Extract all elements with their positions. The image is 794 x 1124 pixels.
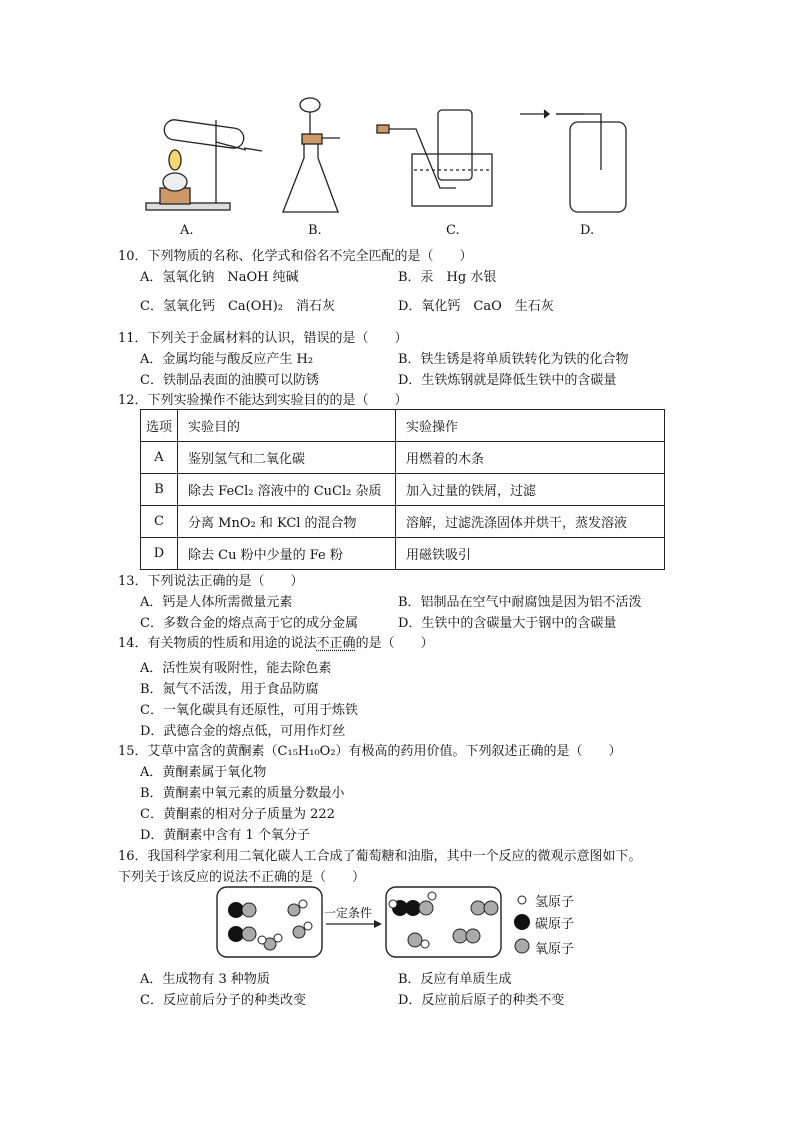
q10-option-c: C．氢氧化钙 Ca(OH)₂ 消石灰 <box>140 299 335 314</box>
apparatus-b-figure <box>283 98 340 212</box>
reaction-arrow-label: 一定条件 <box>324 906 373 920</box>
q15-option-c: C．黄酮素的相对分子质量为 222 <box>140 807 335 822</box>
q13-option-b: B．铝制品在空气中耐腐蚀是因为铝不活泼 <box>398 595 642 610</box>
legend-hydrogen-label: 氢原子 <box>535 895 575 910</box>
q11-option-c: C．铁制品表面的油膜可以防锈 <box>140 373 319 388</box>
q16-stem-line1: 16．我国科学家利用二氧化碳人工合成了葡萄糖和油脂，其中一个反应的微观示意图如下。 <box>118 849 642 864</box>
q14-option-b: B．氮气不活泼，用于食品防腐 <box>140 682 319 697</box>
row-purpose: 除去 Cu 粉中少量的 Fe 粉 <box>178 538 396 570</box>
q15-option-d: D．黄酮素中含有 1 个氧分子 <box>140 828 310 843</box>
apparatus-label-c: C. <box>446 223 460 238</box>
q10-stem: 10．下列物质的名称、化学式和俗名不完全匹配的是（ ） <box>118 249 473 264</box>
row-option: D <box>141 538 178 570</box>
legend-oxygen-label: 氧原子 <box>535 942 575 957</box>
q14-option-d: D．武德合金的熔点低，可用作灯丝 <box>140 724 346 739</box>
table-row <box>141 506 665 538</box>
q13-stem: 13．下列说法正确的是（ ） <box>118 574 304 589</box>
q12-stem: 12．下列实验操作不能达到实验目的的是（ ） <box>118 393 408 408</box>
q16-option-d: D．反应前后原子的种类不变 <box>398 993 565 1008</box>
table-row <box>141 474 665 506</box>
header-operation: 实验操作 <box>396 410 665 442</box>
row-purpose: 分离 MnO₂ 和 KCl 的混合物 <box>178 506 396 538</box>
table-row <box>141 538 665 570</box>
q15-option-a: A．黄酮素属于氧化物 <box>140 765 267 780</box>
q14-stem <box>118 632 434 651</box>
q10-option-b: B．汞 Hg 水银 <box>398 270 497 285</box>
header-option: 选项 <box>141 410 178 442</box>
row-operation: 用燃着的木条 <box>396 442 665 474</box>
q14-stem-c: 的是（ ） <box>355 636 434 651</box>
apparatus-label-a: A. <box>180 223 194 238</box>
legend-carbon-icon <box>513 913 531 931</box>
q15-stem: 15．艾草中富含的黄酮素（C₁₅H₁₀O₂）有极高的药用价值。下列叙述正确的是（ ） <box>118 744 622 759</box>
row-option: A <box>141 442 178 474</box>
q16-option-a: A．生成物有 3 种物质 <box>140 972 270 987</box>
legend-carbon-label: 碳原子 <box>535 917 575 932</box>
row-operation: 加入过量的铁屑，过滤 <box>396 474 665 506</box>
row-purpose: 鉴别氢气和二氧化碳 <box>178 442 396 474</box>
row-operation: 用磁铁吸引 <box>396 538 665 570</box>
q13-option-c: C．多数合金的熔点高于它的成分金属 <box>140 616 358 631</box>
row-option: B <box>141 474 178 506</box>
q13-option-a: A．钙是人体所需微量元素 <box>140 595 293 610</box>
q14-option-a: A．活性炭有吸附性，能去除色素 <box>140 661 332 676</box>
header-purpose: 实验目的 <box>178 410 396 442</box>
q16-option-c: C．反应前后分子的种类改变 <box>140 993 306 1008</box>
q13-option-d: D．生铁中的含碳量大于钢中的含碳量 <box>398 616 617 631</box>
q14-stem-a: 14．有关物质的性质和用途的说法 <box>118 636 317 651</box>
q11-option-d: D．生铁炼钢就是降低生铁中的含碳量 <box>398 373 617 388</box>
table-header-row <box>141 410 665 442</box>
reaction-diagram <box>210 882 510 962</box>
q15-option-b: B．黄酮素中氧元素的质量分数最小 <box>140 786 345 801</box>
row-purpose: 除去 FeCl₂ 溶液中的 CuCl₂ 杂质 <box>178 474 396 506</box>
experiment-table <box>140 409 665 570</box>
table-row <box>141 442 665 474</box>
q14-option-c: C．一氧化碳具有还原性，可用于炼铁 <box>140 703 358 718</box>
apparatus-figures <box>0 90 794 222</box>
q10-option-d: D．氧化钙 CaO 生石灰 <box>398 299 554 314</box>
legend-hydrogen-icon <box>515 893 529 907</box>
apparatus-label-b: B. <box>308 223 322 238</box>
q16-option-b: B．反应有单质生成 <box>398 972 512 987</box>
apparatus-c-figure <box>377 110 492 206</box>
q14-stem-emphasis: 不正确 <box>316 636 356 651</box>
q16-stem-line2: 下列关于该反应的说法不正确的是（ ） <box>118 870 366 885</box>
legend-oxygen-icon <box>514 938 530 954</box>
row-option: C <box>141 506 178 538</box>
q11-stem: 11．下列关于金属材料的认识，错误的是（ ） <box>118 331 408 346</box>
apparatus-label-d: D. <box>580 223 595 238</box>
q11-option-b: B．铁生锈是将单质铁转化为铁的化合物 <box>398 352 629 367</box>
row-operation: 溶解，过滤洗涤固体并烘干，蒸发溶液 <box>396 506 665 538</box>
apparatus-a-figure <box>146 119 262 210</box>
q10-option-a: A．氢氧化钠 NaOH 纯碱 <box>140 270 299 285</box>
q11-option-a: A．金属均能与酸反应产生 H₂ <box>140 352 314 367</box>
apparatus-d-figure <box>520 110 626 212</box>
